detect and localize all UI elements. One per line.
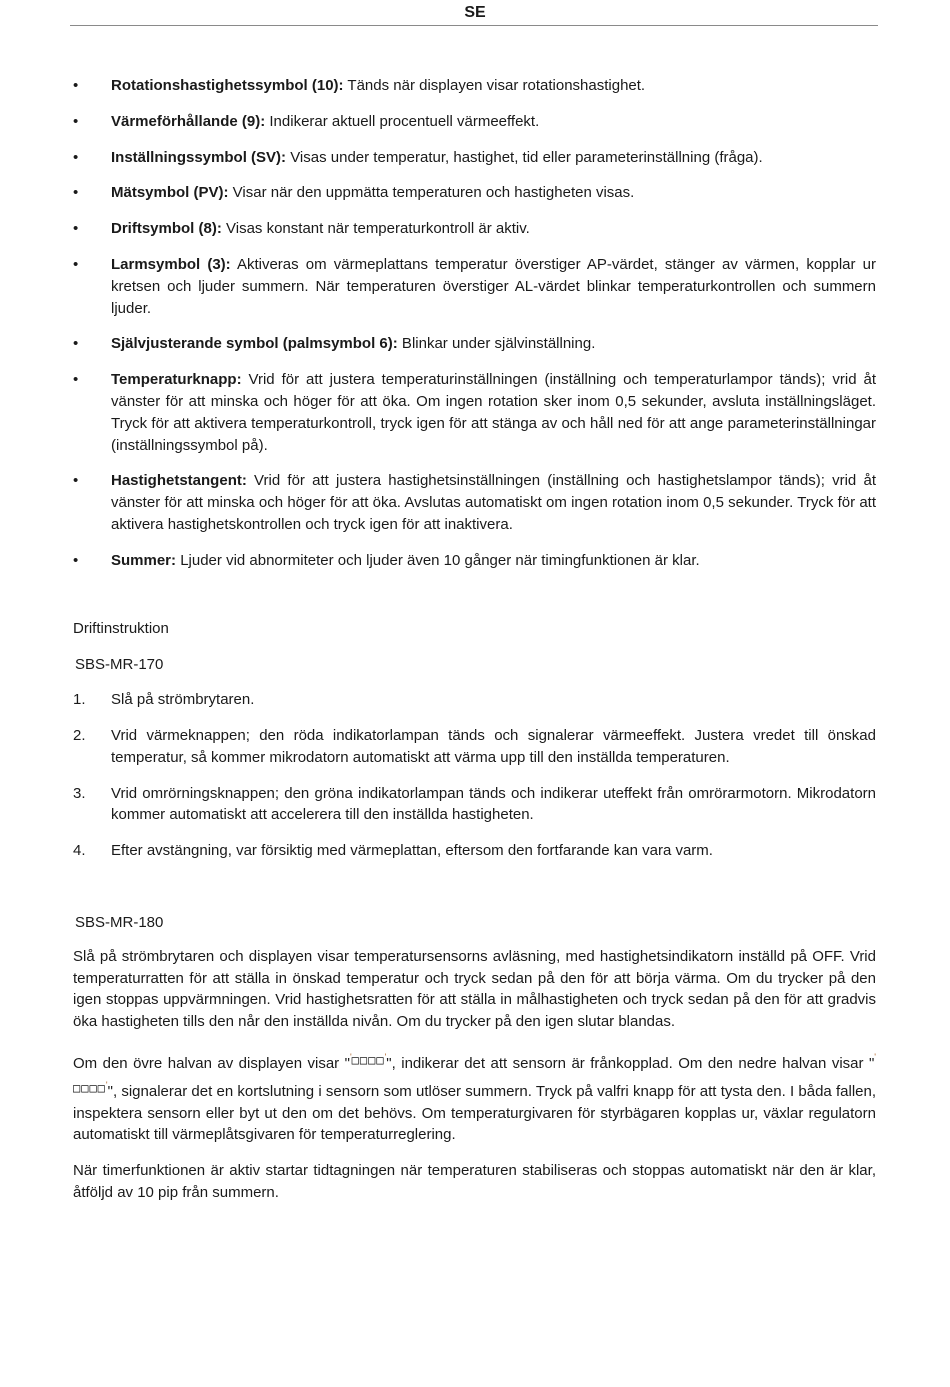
bullet-icon: • — [73, 255, 79, 273]
item-text: Visar när den uppmätta temperaturen och hastigheten visas. — [228, 184, 635, 202]
list-item — [73, 369, 876, 456]
bullet-icon: • — [73, 220, 79, 238]
paragraph-text: ", indikerar det att sensorn är frånkopplad. Om den nedre halvan visar " — [386, 1054, 875, 1072]
instruction-steps — [73, 689, 876, 862]
item-term: Hastighetstangent: — [111, 472, 247, 490]
glyph-mark-icon: ' — [105, 1079, 108, 1090]
list-item — [73, 147, 876, 169]
bullet-icon: • — [73, 551, 79, 569]
bullet-icon: • — [73, 148, 79, 166]
glyph-mark-icon: ' — [349, 1051, 352, 1062]
page-language-header: SE — [464, 4, 486, 21]
item-term: Självjusterande symbol (palmsymbol 6): — [111, 335, 398, 353]
step-item — [73, 725, 876, 769]
paragraph-sensor-error — [73, 1047, 876, 1146]
step-item — [73, 783, 876, 827]
item-text: Blinkar under självinställning. — [397, 335, 596, 353]
item-term: Driftsymbol (8): — [111, 220, 222, 238]
item-text: Visas under temperatur, hastighet, tid eller parameterinställning (fråga). — [286, 148, 763, 166]
bullet-icon: • — [73, 335, 79, 353]
step-item — [73, 840, 876, 862]
section-heading: Driftinstruktion — [73, 619, 169, 637]
item-term: Värmeförhållande (9): — [111, 112, 266, 130]
item-text: Visas konstant när temperaturkontroll är aktiv. — [221, 220, 530, 238]
paragraph-timer: När timerfunktionen är aktiv startar tidtagningen när temperaturen stabiliseras och stoppas automatiskt när den är klar, åtföljd av 10 pip från summern. — [73, 1162, 876, 1201]
item-term: Summer: — [111, 551, 177, 569]
step-text: Efter avstängning, var försiktig med värmeplattan, eftersom den fortfarande kan vara varm. — [111, 842, 713, 860]
item-text: Indikerar aktuell procentuell värmeeffekt. — [265, 112, 540, 130]
step-number: 2. — [73, 726, 86, 744]
item-term: Temperaturknapp: — [111, 371, 242, 389]
list-item — [73, 470, 876, 535]
item-term: Mätsymbol (PV): — [111, 184, 229, 202]
bullet-icon: • — [73, 184, 79, 202]
step-text: Vrid omrörningsknappen; den gröna indikatorlampan tänds och indikerar uteffekt från omrörarmotorn. Mikrodatorn kommer automatiskt att accelerera till den inställda hastigheten. — [111, 784, 876, 824]
item-text: Ljuder vid abnormiteter och ljuder även 10 gånger när timingfunktionen är klar. — [176, 551, 700, 569]
step-text: Vrid värmeknappen; den röda indikatorlampan tänds och signalerar värmeeffekt. Justera vredet till önskad temperatur, så kommer mikrodatorn automatiskt att värma upp till den inställda temperaturen. — [111, 726, 876, 766]
step-item — [73, 689, 876, 711]
paragraph-startup: Slå på strömbrytaren och displayen visar temperatursensorns avläsning, med hastighetsindikatorn inställd på OFF. Vrid temperaturratten för att ställa in önskad temperatur och tryck sedan på den för att börja värma. Om du trycker på den igen stoppas uppvärmningen. Vrid hastighetsratten för att ställa in målhastigheten och tryck sedan på den för att gradvis öka hastigheten tills den når den inställda nivån. Om du trycker på den igen slutar blandas. — [73, 947, 876, 1031]
item-text: Tänds när displayen visar rotationshastighet. — [343, 77, 646, 94]
item-text: Vrid för att justera temperaturinställningen (inställning och temperaturlampor tänds); vrid åt vänster för att minska och höger för att öka. Om ingen rotation sker inom 0,5 sekunder, avsluta inställningsläget. Tryck för att aktivera temperaturkontroll, tryck igen för att stänga av och håll ned för att ange parameterinställningar (inställningssymbol på). — [111, 371, 876, 454]
symbol-list — [73, 75, 876, 572]
step-number: 4. — [73, 842, 86, 860]
item-text: Aktiveras om värmeplattans temperatur överstiger AP-värdet, stänger av värmen, kopplar ur kretsen och ljuder summern. När temperaturen överstiger AL-värdet blinkar temperaturkontrollen och summern ljuder. — [111, 255, 876, 317]
list-item — [73, 111, 876, 133]
list-item — [73, 75, 876, 97]
item-term: Rotationshastighetssymbol (10): — [111, 77, 344, 94]
model-heading-1: SBS-MR-170 — [75, 656, 164, 674]
model-heading-2: SBS-MR-180 — [75, 913, 164, 931]
list-item — [73, 182, 876, 204]
list-item — [73, 333, 876, 355]
header-divider — [70, 25, 878, 26]
glyph-mark-icon: ' — [384, 1051, 387, 1062]
bullet-icon: • — [73, 472, 79, 490]
step-text: Slå på strömbrytaren. — [111, 691, 255, 709]
item-term: Larmsymbol (3): — [111, 255, 231, 273]
bullet-icon: • — [73, 77, 79, 94]
item-text: Vrid för att justera hastighetsinställningen (inställning och hastighetslampor tänds); vrid åt vänster för att minska och höger för att öka. Avslutas automatiskt om ingen rotation inom 0,5 sekunder. Tryck för att aktivera hastighetskontrollen och tryck igen för att inaktivera. — [111, 472, 876, 533]
paragraph-text: ", signalerar det en kortslutning i sensorn som utlöser summern. Tryck på valfri knapp för att tysta den. I båda fallen, inspektera sensorn eller byt ut den om det behövs. Om temperaturgivaren för styrbägaren kopplas ur, växlar regulatorn automatiskt till värmeplåtsgivaren för temperaturreglering. — [73, 1082, 876, 1144]
list-item — [73, 218, 876, 240]
item-term: Inställningssymbol (SV): — [111, 148, 287, 166]
list-item — [73, 550, 876, 572]
glyph-mark-icon: ' — [874, 1051, 876, 1062]
paragraph-text: Om den övre halvan av displayen visar " — [73, 1054, 350, 1072]
display-glyph-icon: □□□□ — [73, 1080, 106, 1095]
document-body — [73, 75, 876, 1218]
step-number: 1. — [73, 691, 86, 709]
bullet-icon: • — [73, 112, 79, 130]
bullet-icon: • — [73, 371, 79, 389]
display-glyph-icon: □□□□ — [351, 1052, 385, 1067]
list-item — [73, 254, 876, 319]
step-number: 3. — [73, 784, 86, 802]
